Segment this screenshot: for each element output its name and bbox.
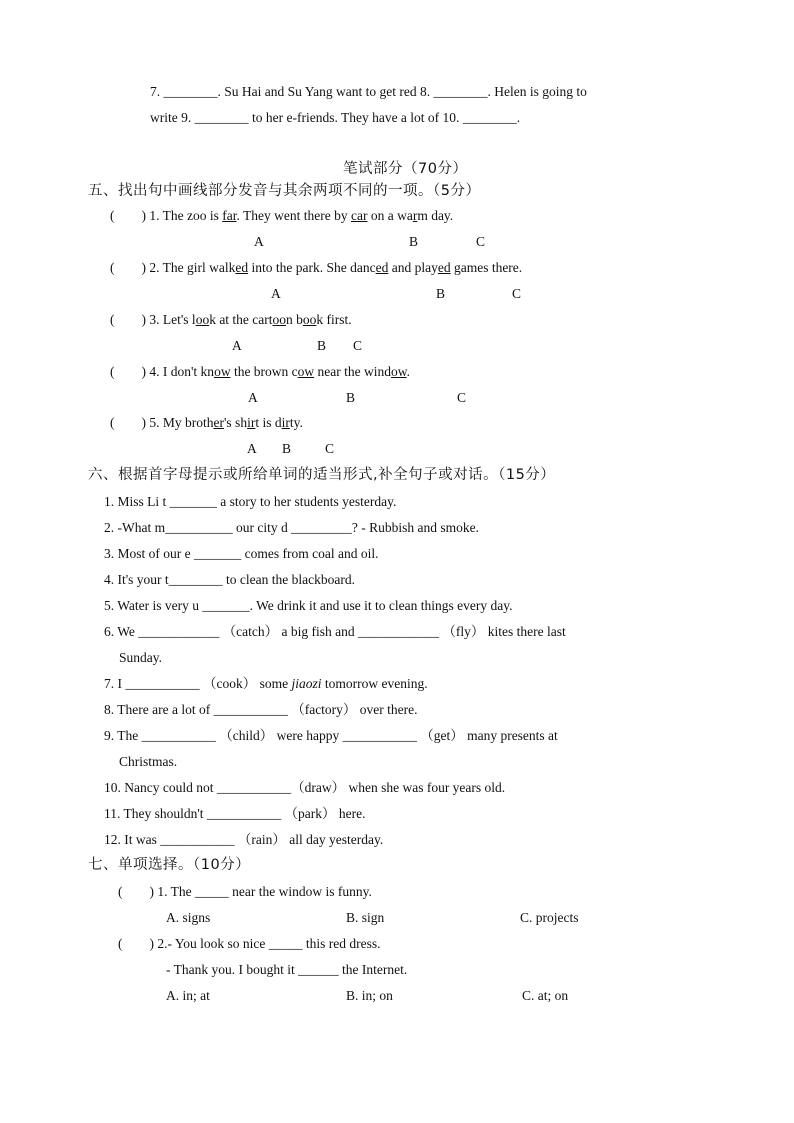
s6-q10: 10. Nancy could not ___________（draw） when she was four years old. [104,780,506,795]
s5-q4-label-b: B [346,390,356,405]
section-6-title: 六、根据首字母提示或所给单词的适当形式,补全句子或对话。（15分） [88,467,556,483]
s6-q9: 9. The ___________ （child） were happy ___________ （get） many presents at [104,728,558,743]
s7-q1: ( ) 1. The _____ near the window is funny. [118,884,372,899]
s6-q3: 3. Most of our e _______ comes from coal and oil. [104,546,379,561]
answer-paren: ( ) [110,260,146,275]
s5-q1: ( ) 1. The zoo is far. They went there by car on a warm day. [110,208,454,223]
s6-q7: 7. I ___________ （cook） some jiaozi tomorrow evening. [104,676,428,691]
s7-q1-option-b: B. sign [346,910,385,925]
s5-q5: ( ) 5. My brother's shirt is dirty. [110,415,303,430]
s6-q12: 12. It was ___________ （rain） all day yesterday. [104,832,384,847]
s6-q11: 11. They shouldn't ___________ （park） here. [104,806,366,821]
s5-q1-label-a: A [254,234,264,249]
s7-q2-option-a: A. in; at [166,988,210,1003]
s7-q2-line2: - Thank you. I bought it ______ the Internet. [166,962,408,977]
s5-q3-label-c: C [353,338,363,353]
s5-q2-label-c: C [512,286,522,301]
s5-q2: ( ) 2. The girl walked into the park. She danced and played games there. [110,260,523,275]
s7-q1-option-a: A. signs [166,910,211,925]
s5-q3: ( ) 3. Let's look at the cartoon book first. [110,312,352,327]
s5-q5-label-a: A [247,441,257,456]
s6-q6: 6. We ____________ （catch） a big fish and ____________ （fly） kites there last [104,624,566,639]
s6-q5: 5. Water is very u _______. We drink it and use it to clean things every day. [104,598,513,613]
s7-q1-option-c: C. projects [520,910,579,925]
s5-q4: ( ) 4. I don't know the brown cow near the window. [110,364,411,379]
s7-q2: ( ) 2.- You look so nice _____ this red dress. [118,936,381,951]
s5-q5-label-c: C [325,441,335,456]
s5-q1-label-b: B [409,234,419,249]
s6-q6-cont: Sunday. [119,650,162,665]
answer-paren: ( ) [110,208,146,223]
s7-q2-option-b: B. in; on [346,988,393,1003]
answer-paren: ( ) [110,415,146,430]
s6-q8: 8. There are a lot of ___________ （factory） over there. [104,702,418,717]
s5-q3-label-b: B [317,338,327,353]
passage-line-2: write 9. ________ to her e-friends. They have a lot of 10. ________. [150,110,521,125]
section-7-title: 七、单项选择。（10分） [88,857,251,873]
s5-q5-label-b: B [282,441,292,456]
s5-q1-label-c: C [476,234,486,249]
passage-line-1: 7. ________. Su Hai and Su Yang want to get red 8. ________. Helen is going to [150,84,587,99]
s6-q9-cont: Christmas. [119,754,178,769]
s5-q4-label-c: C [457,390,467,405]
s5-q4-label-a: A [248,390,258,405]
s6-q4: 4. It's your t________ to clean the blackboard. [104,572,355,587]
s5-q2-label-b: B [436,286,446,301]
s6-q2: 2. -What m__________ our city d _________? - Rubbish and smoke. [104,520,479,535]
section-5-title: 五、找出句中画线部分发音与其余两项不同的一项。（5分） [88,183,481,199]
answer-paren: ( ) [110,364,146,379]
answer-paren: ( ) [110,312,146,327]
s6-q1: 1. Miss Li t _______ a story to her students yesterday. [104,494,397,509]
s5-q3-label-a: A [232,338,242,353]
s7-q2-option-c: C. at; on [522,988,569,1003]
written-part-title: 笔试部分（70分） [343,161,468,177]
s5-q2-label-a: A [271,286,281,301]
